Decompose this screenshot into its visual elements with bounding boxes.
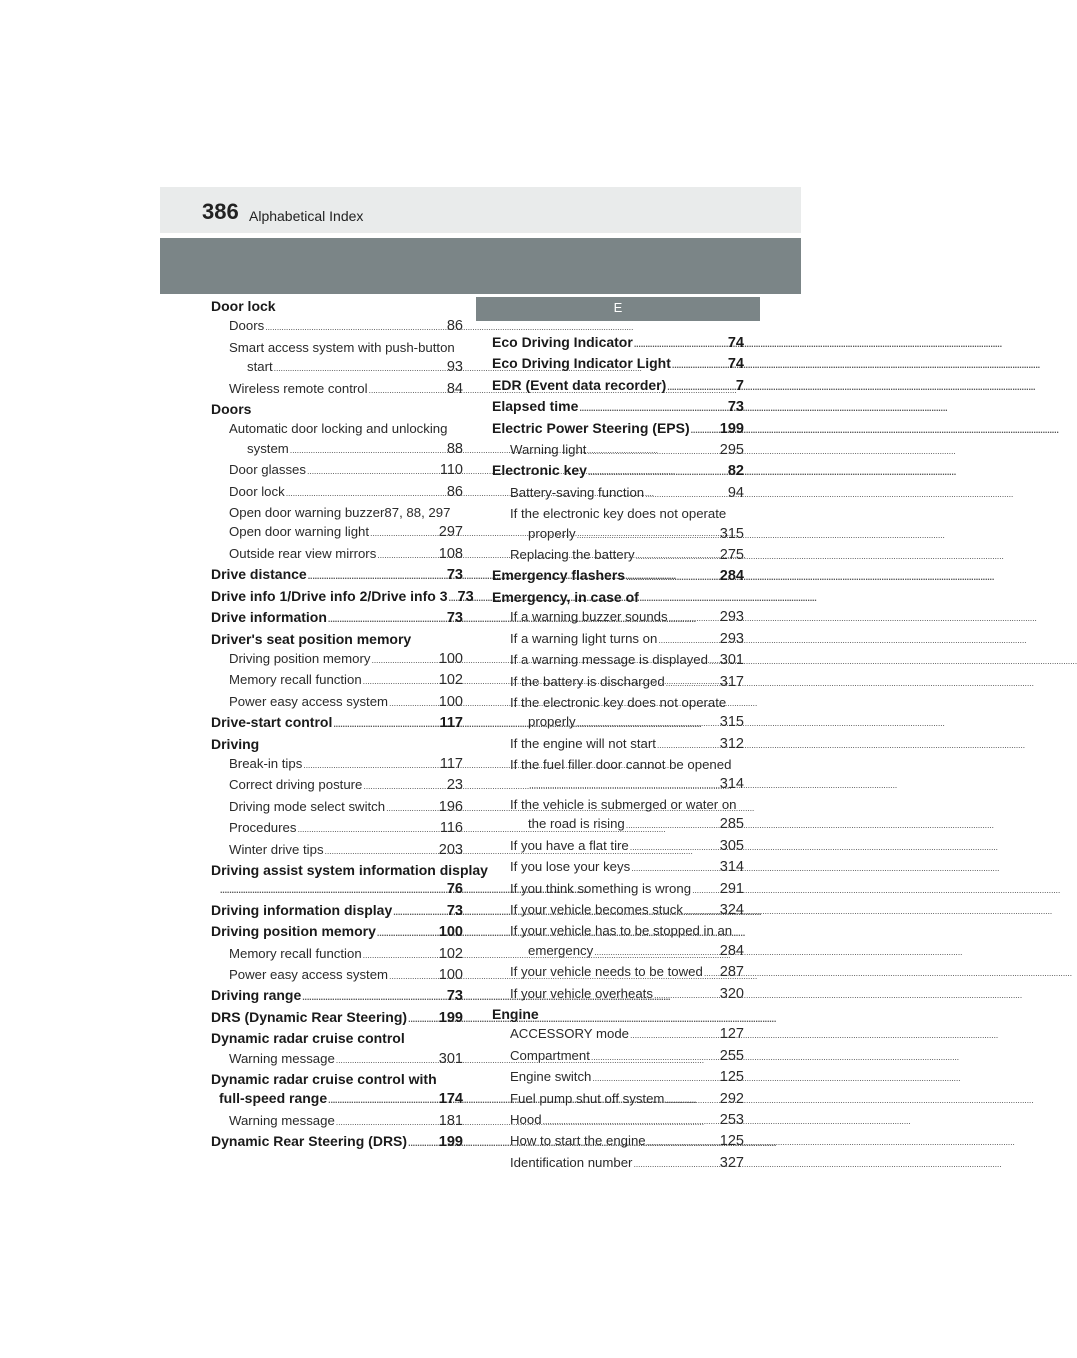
index-subentry: If the battery is discharged ..... 317	[492, 672, 744, 693]
index-subentry: Warning message ..... 181	[211, 1111, 463, 1132]
index-entry: Driving position memory ..... 100	[211, 922, 463, 943]
index-subentry-cont: system ..... 88	[211, 439, 463, 460]
index-entry: Drive info 1/Drive info 2/Drive info 3 ..... 73	[211, 587, 463, 608]
index-subentry: Hood ..... 253	[492, 1110, 744, 1131]
index-subentry: Door lock ..... 86	[211, 482, 463, 503]
index-entry: Door lock	[211, 298, 276, 314]
index-subentry: If your vehicle needs to be towed ..... 287	[492, 962, 744, 983]
index-entry: Dynamic radar cruise control with	[211, 1071, 437, 1088]
index-subentry: If the electronic key does not operate	[510, 506, 727, 522]
index-entry: Eco Driving Indicator Light ..... 74	[492, 354, 744, 375]
index-subentry: If the vehicle is submerged or water on	[510, 796, 737, 812]
index-entry: Drive information ..... 73	[211, 608, 463, 629]
index-subentry: Break-in tips ..... 117	[211, 754, 463, 775]
index-subentry: Smart access system with push-button	[229, 339, 455, 355]
index-entry: Driving range ..... 73	[211, 986, 463, 1007]
index-subentry: Warning message ..... 301	[211, 1049, 463, 1070]
index-subentry: Wireless remote control ..... 84	[211, 379, 463, 400]
index-subentry-cont: emergency ..... 284	[492, 941, 744, 962]
index-subentry: Engine switch ..... 125	[492, 1067, 744, 1088]
index-entry-cont: full-speed range ..... 174	[211, 1089, 463, 1110]
index-entry: Driving assist system information display	[211, 861, 488, 878]
index-subentry: Identification number ..... 327	[492, 1153, 744, 1174]
index-entry: Electronic key ..... 82	[492, 461, 744, 482]
index-column-right	[492, 297, 744, 1174]
index-subentry: If your vehicle becomes stuck ..... 324	[492, 900, 744, 921]
index-subentry: Open door warning light ..... 297	[211, 522, 463, 543]
index-subentry: If a warning buzzer sounds ..... 293	[492, 607, 744, 628]
index-subentry: If the engine will not start ..... 312	[492, 734, 744, 755]
index-subentry: How to start the engine ..... 125	[492, 1131, 744, 1152]
index-subentry: If the fuel filler door cannot be opened	[510, 757, 732, 773]
index-subentry-cont: start ..... 93	[211, 357, 463, 378]
index-subentry-cont: properly ..... 315	[492, 712, 744, 733]
index-entry: Dynamic Rear Steering (DRS) ..... 199	[211, 1132, 463, 1153]
index-entry: Engine	[492, 1006, 539, 1022]
index-subentry: Compartment ..... 255	[492, 1046, 744, 1067]
index-subentry-cont: ..... 314	[492, 775, 744, 795]
index-subentry: If you have a flat tire ..... 305	[492, 836, 744, 857]
index-subentry: Winter drive tips ..... 203	[211, 840, 463, 861]
index-entry: Drive distance ..... 73	[211, 565, 463, 586]
index-entry: Elapsed time ..... 73	[492, 397, 744, 418]
index-entry: Emergency flashers ..... 284	[492, 566, 744, 587]
index-entry: Drive-start control ..... 117	[211, 713, 463, 734]
index-subentry: Driving position memory ..... 100	[211, 649, 463, 670]
index-subentry: If a warning light turns on ..... 293	[492, 629, 744, 650]
index-subentry: ACCESSORY mode ..... 127	[492, 1024, 744, 1045]
index-entry: Electric Power Steering (EPS) ..... 199	[492, 419, 744, 440]
index-subentry: Correct driving posture ..... 23	[211, 775, 463, 796]
index-subentry: Warning light ..... 295	[492, 440, 744, 461]
index-subentry: If your vehicle has to be stopped in an	[510, 923, 733, 939]
index-subentry: Power easy access system ..... 100	[211, 965, 463, 986]
index-subentry: If you think something is wrong ..... 291	[492, 879, 744, 900]
index-column-left	[211, 297, 488, 1154]
index-subentry: If a warning message is displayed ..... 301	[492, 650, 744, 671]
index-subentry: Doors ..... 86	[211, 316, 463, 337]
index-subentry: Open door warning buzzer87, 88, 297	[229, 505, 451, 521]
index-entry: Driving information display ..... 73	[211, 901, 463, 922]
index-entry: Dynamic radar cruise control	[211, 1030, 405, 1047]
index-entry: DRS (Dynamic Rear Steering) ..... 199	[211, 1008, 463, 1029]
page-number: 386	[202, 199, 239, 224]
index-subentry: Procedures ..... 116	[211, 818, 463, 839]
index-subentry: If the electronic key does not operate	[510, 694, 727, 710]
index-subentry: Driving mode select switch ..... 196	[211, 797, 463, 818]
index-subentry: If you lose your keys ..... 314	[492, 857, 744, 878]
index-subentry: Battery-saving function ..... 94	[492, 483, 744, 504]
section-title: Alphabetical Index	[249, 208, 364, 224]
letter-header: E	[476, 297, 760, 321]
index-entry: Emergency, in case of	[492, 588, 639, 605]
index-subentry: If your vehicle overheats ..... 320	[492, 984, 744, 1005]
index-subentry: Automatic door locking and unlocking	[229, 421, 448, 437]
index-subentry-cont: properly ..... 315	[492, 524, 744, 545]
index-entry: Doors	[211, 401, 252, 418]
index-subentry: Door glasses ..... 110	[211, 460, 463, 481]
index-subentry: Fuel pump shut off system ..... 292	[492, 1089, 744, 1110]
index-subentry: Memory recall function ..... 102	[211, 670, 463, 691]
header-band	[160, 238, 801, 294]
index-subentry: Memory recall function ..... 102	[211, 944, 463, 965]
index-subentry: Power easy access system ..... 100	[211, 692, 463, 713]
index-subentry-cont: the road is rising ..... 285	[492, 814, 744, 835]
index-subentry: Outside rear view mirrors ..... 108	[211, 544, 463, 565]
index-entry: Driving	[211, 735, 260, 752]
index-entry-cont: ..... 76	[211, 880, 463, 900]
index-entry: Eco Driving Indicator ..... 74	[492, 333, 744, 354]
index-entry: Driver's seat position memory	[211, 630, 412, 647]
index-entry: EDR (Event data recorder) ..... 7	[492, 376, 744, 397]
index-subentry: Replacing the battery ..... 275	[492, 545, 744, 566]
